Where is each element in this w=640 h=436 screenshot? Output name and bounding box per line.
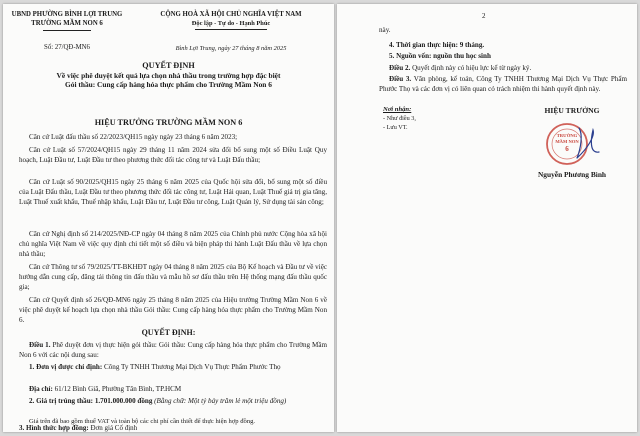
- price-note: Giá trên đã bao gồm thuế VAT và toàn bộ các chi phí cần thiết để thực hiện hợp đồng.: [29, 418, 256, 425]
- article-3-text: Văn phòng, kế toán, Công Ty TNHH Thương Mại Dịch Vụ Thực Phẩm Phước Thọ và các đơn vị có liên quan có trách nhiệm thi hành quyết định này.: [379, 75, 627, 94]
- header-rule-right: [195, 29, 267, 30]
- continued-fragment: này.: [379, 26, 391, 34]
- recipients-label: Nơi nhận:: [383, 106, 412, 113]
- stamp-text-1: TRƯỜNG: [556, 133, 578, 138]
- header-rule-left: [43, 30, 91, 31]
- decision-heading: QUYẾT ĐỊNH:: [141, 328, 196, 337]
- place-and-date: Bình Lợi Trung, ngày 27 tháng 8 năm 2025: [175, 45, 287, 52]
- contractor-address-value: 61/12 Bình Giã, Phường Tân Bình, TP.HCM: [54, 385, 182, 393]
- contract-form: [19, 424, 137, 432]
- legal-basis-5: Căn cứ Thông tư số 79/2025/TT-BKHĐT ngày 04 tháng 8 năm 2025 của Bộ Kế hoạch và Đầu tư về việc hướng dẫn cung cấp, đăng tải thông tin đấu thầu và mẫu hồ sơ đấu thầu trên Hệ thống mạng đấu thầu quốc gia;: [19, 263, 327, 292]
- legal-basis-1: Căn cứ Luật đấu thầu số 22/2023/QH15 ngày ngày 23 tháng 6 năm 2023;: [29, 133, 238, 141]
- issuing-authority: HIỆU TRƯỞNG TRƯỜNG MẦM NON 6: [94, 118, 243, 127]
- stamp-text-2: MẦM NON: [555, 139, 579, 144]
- signer-name: Nguyễn Phương Bình: [537, 170, 607, 179]
- recipient-item-1: - Như điều 3,: [383, 115, 416, 122]
- contract-form-value: Đơn giá Cố định: [90, 424, 138, 432]
- page-number: 2: [482, 12, 486, 20]
- appointed-contractor-label: 1. Đơn vị được chỉ định:: [29, 363, 103, 371]
- appointed-contractor-value: Công Ty TNHH Thương Mại Dịch Vụ Thực Phẩm Phước Thọ: [104, 363, 281, 371]
- legal-basis-4: Căn cứ Nghị định số 214/2025/NĐ-CP ngày 04 tháng 8 năm 2025 của Chính phủ nước Cộng hòa xã hội chủ nghĩa Việt Nam về việc quy định chi tiết một số điều và biện pháp thi hành Luật Đấu thầu về lựa chọn nhà thầu;: [19, 230, 327, 259]
- document-subject-line-2: Gói thầu: Cung cấp hàng hóa thực phẩm cho Trường Mầm Non 6: [65, 80, 272, 89]
- article-2-text: Quyết định này có hiệu lực kể từ ngày ký.: [412, 64, 532, 72]
- winning-bid-label: 2. Giá trị trúng thầu:: [29, 397, 94, 405]
- article-2-label: Điều 2.: [389, 64, 411, 72]
- winning-bid-amount: 1.701.000.000 đồng: [94, 397, 153, 405]
- article-1: [19, 340, 327, 360]
- school-name: TRƯỜNG MẦM NON 6: [31, 20, 103, 27]
- national-motto: Độc lập - Tự do - Hạnh Phúc: [191, 20, 271, 27]
- document-subject-line-1: Về việc phê duyệt kết quả lựa chọn nhà thầu trong trường hợp đặc biệt: [56, 71, 281, 80]
- execution-time: 4. Thời gian thực hiện: 9 tháng.: [389, 41, 485, 49]
- article-3: [379, 74, 627, 94]
- official-stamp: [543, 118, 609, 170]
- stamp-and-signature-graphic: [543, 118, 609, 170]
- article-1-label: Điều 1.: [29, 341, 51, 349]
- nation-heading: CỘNG HOÀ XÃ HỘI CHỦ NGHĨA VIỆT NAM: [160, 11, 302, 18]
- article-3-label: Điều 3.: [389, 75, 412, 83]
- document-page-1: [3, 4, 334, 432]
- contractor-address-label: Địa chỉ:: [29, 385, 53, 393]
- contractor-address: [19, 384, 327, 394]
- appointed-contractor: [19, 362, 327, 372]
- signer-title: HIỆU TRƯỞNG: [544, 106, 600, 115]
- contract-form-label: 3. Hình thức hợp đồng:: [19, 424, 89, 432]
- funding-source: 5. Nguồn vốn: nguồn thu học sinh: [389, 52, 491, 60]
- article-1-text: Phê duyệt đơn vị thực hiện gói thầu: Gói thầu: Cung cấp hàng hóa thực phẩm cho Trường Mầm Non 6 với các nội dung sau:: [19, 341, 327, 360]
- legal-basis-3: Căn cứ Luật số 90/2025/QH15 ngày 25 tháng 6 năm 2025 của Quốc hội sửa đổi, bổ sung một số điều của Luật Đấu thầu, Luật Đầu tư theo phương thức đối tác công tư, Luật Hải quan, Luật Thuế giá trị gia tăng, Luật Thuế xuất khẩu, Thuế nhập khẩu, Luật Đầu tư, Luật Đầu tư công, Luật Quản lý, Sử dụng tài sản công;: [19, 178, 327, 207]
- winning-bid-value: [19, 396, 327, 406]
- recipient-item-2: - Lưu VT.: [383, 124, 408, 131]
- document-title: QUYẾT ĐỊNH: [142, 61, 195, 70]
- stamp-text-3: 6: [565, 145, 569, 153]
- document-page-2: [337, 4, 637, 432]
- article-2: [379, 63, 627, 73]
- legal-basis-6: Căn cứ Quyết định số 26/QĐ-MN6 ngày 25 tháng 8 năm 2025 của Hiệu trưởng Trường Mầm Non 6 về việc phê duyệt kế hoạch lựa chọn nhà thầu Gói thầu: Cung cấp hàng hóa thực phẩm cho Trường Mầm Non 6.: [19, 296, 327, 325]
- winning-bid-in-words: (Bằng chữ: Một tỷ bảy trăm lẻ một triệu đồng): [154, 397, 287, 405]
- legal-basis-2: Căn cứ Luật số 57/2024/QH15 ngày 29 tháng 11 năm 2024 sửa đổi bổ sung một số Điều Luật Quy hoạch, Luật Đầu tư, Luật Đầu tư theo phương thức đối tác công tư và Luật Đấu thầu;: [19, 146, 327, 165]
- agency-name: UBND PHƯỜNG BÌNH LỢI TRUNG: [11, 11, 123, 18]
- document-number: Số: 27/QĐ-MN6: [44, 44, 90, 51]
